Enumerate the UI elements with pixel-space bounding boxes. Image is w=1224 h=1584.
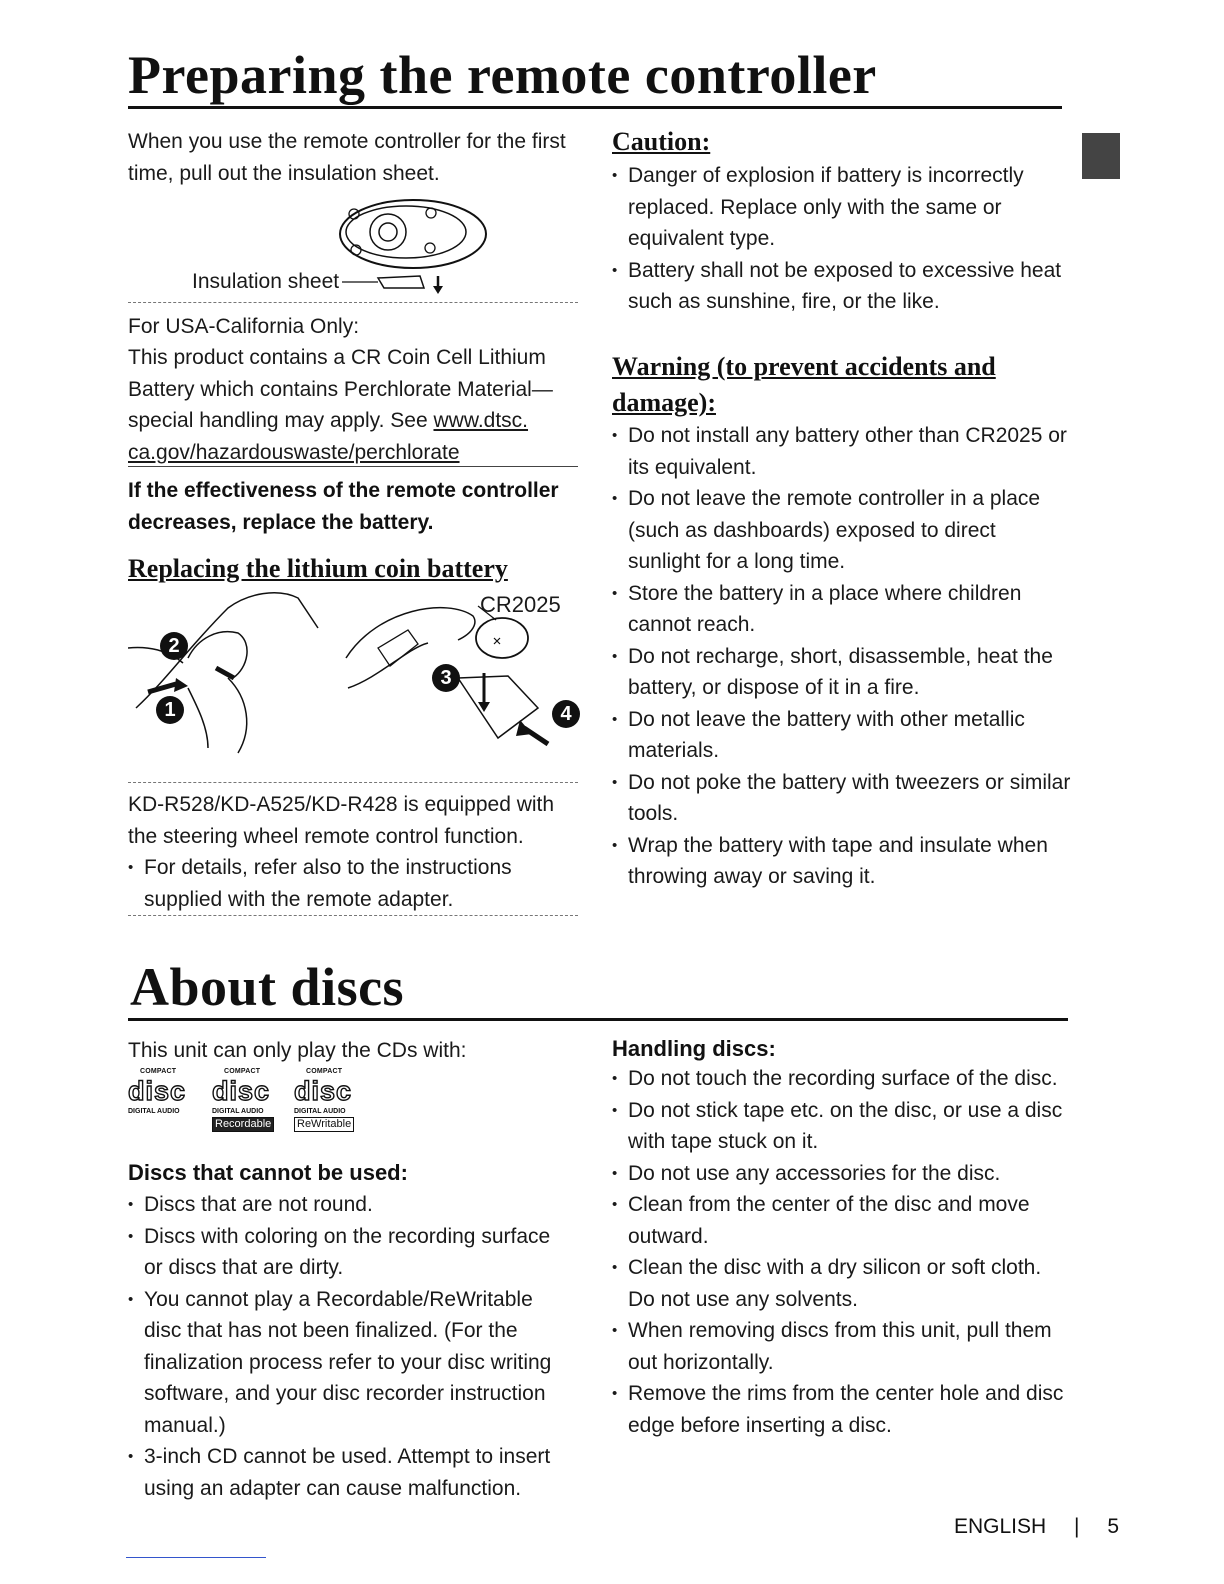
list-item: • Discs that are not round. [128,1189,568,1221]
logo-word: disc [212,1076,271,1106]
step-4-marker: 4 [552,700,580,728]
dashed-divider [128,302,578,303]
warning-list [612,420,1072,893]
logo-bottom-text: DIGITAL AUDIO [128,1108,180,1115]
insulation-sheet-label: Insulation sheet [192,270,340,293]
list-item: • Do not poke the battery with tweezers or similar tools. [612,767,1072,830]
step-1-marker: 1 [156,696,184,724]
dashed-divider [128,782,578,783]
battery-replacement-figure [128,588,578,758]
discs-intro: This unit can only play the CDs with: [128,1039,467,1062]
title-rule [128,1018,1068,1021]
california-text: This product contains a CR Coin Cell Lithium Battery which contains Perchlorate Material—special handling may apply. See [128,346,553,432]
list-item: • Do not recharge, short, disassemble, heat the battery, or dispose of it in a fire. [612,641,1072,704]
list-item: • Do not leave the battery with other metallic materials. [612,704,1072,767]
list-item: • Battery shall not be exposed to excessive heat such as sunshine, fire, or the like. [612,255,1072,318]
compact-disc-rewritable-logo [294,1068,368,1130]
section-title-discs: About discs [130,957,405,1017]
title-rule [128,106,1062,109]
step-2-marker: 2 [160,632,188,660]
bottom-edge-mark [126,1557,266,1558]
cannot-use-heading: Discs that cannot be used: [128,1160,408,1185]
list-item: • You cannot play a Recordable/ReWritable disc that has not been finalized. (For the finalization process refer to your disc writing software, and your disc recorder instruction manual.) [128,1284,568,1442]
chapter-tab-marker [1082,133,1120,179]
warning-heading-line2: damage): [612,388,716,417]
california-notice [128,342,568,468]
warning-heading-line1: Warning (to prevent accidents and [612,352,996,381]
list-item: • Danger of explosion if battery is incorrectly replaced. Replace only with the same or equivalent type. [612,160,1072,255]
logo-tag: Recordable [212,1117,274,1132]
logo-bottom-text: DIGITAL AUDIO [294,1108,346,1115]
logo-bottom-text: DIGITAL AUDIO [212,1108,264,1115]
replacing-battery-heading: Replacing the lithium coin battery [128,554,508,583]
handling-heading: Handling discs: [612,1036,776,1061]
caution-heading: Caution: [612,127,711,156]
list-item: • Do not touch the recording surface of the disc. [612,1063,1072,1095]
list-item: • For details, refer also to the instructions supplied with the remote adapter. [128,852,558,915]
list-item: • Do not stick tape etc. on the disc, or use a disc with tape stuck on it. [612,1095,1072,1158]
list-item: • When removing discs from this unit, pull them out horizontally. [612,1315,1072,1378]
step-3-marker: 3 [432,664,460,692]
page-number: 5 [1107,1515,1120,1538]
list-item: • Remove the rims from the center hole and disc edge before inserting a disc. [612,1378,1072,1441]
list-item: • Do not use any accessories for the disc. [612,1158,1072,1190]
list-item: • Clean the disc with a dry silicon or soft cloth. Do not use any solvents. [612,1252,1072,1315]
page-footer [954,1515,1119,1539]
california-heading: For USA-California Only: [128,315,360,338]
footer-separator: | [1074,1515,1080,1538]
logo-top-text: COMPACT [224,1068,261,1075]
handling-list [612,1063,1072,1441]
list-item: • Do not install any battery other than CR2025 or its equivalent. [612,420,1072,483]
compact-disc-logo [128,1068,202,1130]
insulation-intro: When you use the remote controller for the first time, pull out the insulation sheet. [128,130,566,185]
section-title-remote: Preparing the remote controller [128,45,877,105]
cr2025-label: CR2025 [480,592,561,617]
caution-list [612,160,1072,318]
list-item: • Do not leave the remote controller in a place (such as dashboards) exposed to direct sunlight for a long time. [612,483,1072,578]
logo-word: disc [128,1076,187,1106]
compact-disc-recordable-logo [212,1068,286,1130]
cannot-use-list [128,1189,568,1504]
dtsc-link-part2[interactable]: ca.gov/hazardouswaste/perchlorate [128,440,460,464]
steering-remote-text: KD-R528/KD-A525/KD-R428 is equipped with the steering wheel remote control function. [128,793,555,848]
logo-top-text: COMPACT [140,1068,177,1075]
dashed-divider [128,915,578,916]
logo-word: disc [294,1076,353,1106]
list-item: • Store the battery in a place where children cannot reach. [612,578,1072,641]
dtsc-link-part1[interactable]: www.dtsc. [433,409,529,432]
list-item: • Clean from the center of the disc and move outward. [612,1189,1072,1252]
logo-top-text: COMPACT [306,1068,343,1075]
list-item: • 3-inch CD cannot be used. Attempt to insert using an adapter can cause malfunction. [128,1441,568,1504]
divider [128,466,578,467]
list-item: • Discs with coloring on the recording surface or discs that are dirty. [128,1221,568,1284]
steering-bullet-list [128,852,558,915]
footer-language: ENGLISH [954,1515,1047,1538]
effectiveness-note: If the effectiveness of the remote controller decreases, replace the battery. [128,479,559,534]
logo-tag: ReWritable [294,1117,354,1132]
list-item: • Wrap the battery with tape and insulate when throwing away or saving it. [612,830,1072,893]
